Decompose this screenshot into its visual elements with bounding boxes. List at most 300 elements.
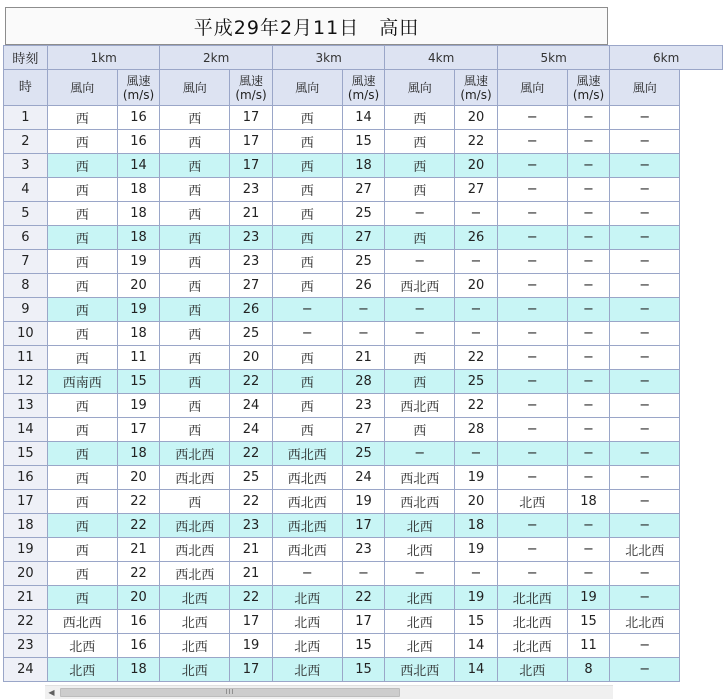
wind-speed-cell: − (567, 250, 610, 274)
wind-direction-cell: 西 (47, 466, 117, 490)
wind-speed-cell: 17 (117, 418, 160, 442)
altitude-header: 2km (160, 46, 273, 70)
wind-direction-cell: 西 (272, 418, 342, 442)
wind-speed-cell: 24 (230, 394, 273, 418)
wind-speed-cell: − (455, 202, 498, 226)
hour-cell: 1 (4, 106, 48, 130)
wind-speed-cell: − (567, 154, 610, 178)
table-row (4, 562, 723, 586)
wind-direction-cell: 北西 (160, 610, 230, 634)
wind-direction-cell: − (497, 202, 567, 226)
speed-unit-label: (m/s) (235, 87, 267, 102)
wind-direction-cell: − (497, 250, 567, 274)
wind-speed-cell: 19 (567, 586, 610, 610)
wind-direction-cell: − (497, 178, 567, 202)
wind-speed-cell: 25 (230, 322, 273, 346)
wind-direction-cell: 西 (160, 202, 230, 226)
wind-speed-cell: 16 (117, 106, 160, 130)
wind-direction-cell: 西 (160, 226, 230, 250)
wind-direction-cell: 西 (272, 274, 342, 298)
wind-direction-cell: − (385, 442, 455, 466)
wind-direction-cell: 西 (160, 298, 230, 322)
wind-direction-cell: − (497, 370, 567, 394)
hour-cell: 2 (4, 130, 48, 154)
wind-direction-cell: − (497, 538, 567, 562)
wind-direction-cell: − (497, 466, 567, 490)
wind-speed-cell: 27 (342, 418, 385, 442)
wind-speed-cell: 19 (117, 250, 160, 274)
wind-direction-cell: 西 (272, 346, 342, 370)
wind-speed-cell: 23 (230, 226, 273, 250)
wind-direction-cell: 西北西 (47, 610, 117, 634)
direction-column-header: 風向 (497, 70, 567, 106)
speed-column-header (342, 70, 385, 106)
wind-speed-cell: − (567, 442, 610, 466)
wind-speed-cell: − (567, 106, 610, 130)
wind-direction-cell: 西北西 (385, 490, 455, 514)
wind-direction-cell: 西 (160, 250, 230, 274)
wind-direction-cell: 西 (47, 394, 117, 418)
wind-direction-cell: 西北西 (385, 394, 455, 418)
wind-speed-cell: 20 (117, 274, 160, 298)
wind-speed-cell: 25 (342, 202, 385, 226)
wind-speed-cell: 18 (455, 514, 498, 538)
wind-direction-cell: 北西 (47, 658, 117, 682)
wind-speed-cell: − (455, 322, 498, 346)
wind-direction-cell: 西 (160, 346, 230, 370)
wind-speed-cell: 16 (117, 130, 160, 154)
speed-column-header (117, 70, 160, 106)
wind-direction-cell: 西 (272, 394, 342, 418)
wind-direction-cell: − (610, 394, 680, 418)
wind-direction-cell: 西 (272, 202, 342, 226)
wind-direction-cell: 北西 (272, 586, 342, 610)
wind-direction-cell: 西 (272, 250, 342, 274)
wind-direction-cell: − (497, 130, 567, 154)
wind-speed-cell: 15 (455, 610, 498, 634)
wind-speed-cell: 17 (230, 130, 273, 154)
wind-direction-cell: 西 (160, 394, 230, 418)
wind-speed-cell: − (567, 130, 610, 154)
wind-direction-cell: 北西 (497, 658, 567, 682)
wind-direction-cell: − (385, 322, 455, 346)
table-row (4, 202, 723, 226)
wind-speed-cell: 19 (455, 466, 498, 490)
wind-direction-cell: 西北西 (160, 466, 230, 490)
wind-speed-cell: 20 (230, 346, 273, 370)
wind-speed-cell: 22 (117, 490, 160, 514)
speed-label: 風速 (126, 73, 151, 88)
speed-label: 風速 (576, 73, 601, 88)
table-row (4, 226, 723, 250)
wind-speed-cell: 18 (117, 442, 160, 466)
hour-cell: 16 (4, 466, 48, 490)
altitude-header: 1km (47, 46, 160, 70)
wind-direction-cell: 西 (160, 106, 230, 130)
wind-speed-cell: 15 (567, 610, 610, 634)
wind-direction-cell: − (272, 298, 342, 322)
hour-cell: 5 (4, 202, 48, 226)
wind-speed-cell: − (455, 250, 498, 274)
wind-direction-cell: 西北西 (272, 538, 342, 562)
wind-speed-cell: 22 (455, 394, 498, 418)
wind-direction-cell: 西北西 (160, 538, 230, 562)
wind-speed-cell: 18 (342, 154, 385, 178)
wind-direction-cell: 西 (47, 442, 117, 466)
wind-speed-cell: 23 (230, 178, 273, 202)
wind-direction-cell: 西 (385, 418, 455, 442)
wind-direction-cell: 西 (272, 154, 342, 178)
wind-speed-cell: 22 (230, 586, 273, 610)
wind-speed-cell: 24 (230, 418, 273, 442)
wind-direction-cell: 西 (385, 226, 455, 250)
wind-direction-cell: 北西 (160, 658, 230, 682)
wind-direction-cell: − (497, 298, 567, 322)
wind-direction-cell: 西 (47, 298, 117, 322)
wind-direction-cell: − (610, 466, 680, 490)
wind-speed-cell: 25 (455, 370, 498, 394)
wind-direction-cell: − (610, 514, 680, 538)
altitude-header: 6km (610, 46, 723, 70)
wind-speed-cell: 18 (567, 490, 610, 514)
wind-direction-cell: − (385, 298, 455, 322)
wind-direction-cell: − (497, 322, 567, 346)
wind-table (3, 45, 723, 682)
wind-direction-cell: − (497, 274, 567, 298)
wind-speed-cell: − (567, 418, 610, 442)
wind-speed-cell: 18 (117, 202, 160, 226)
wind-speed-cell: − (567, 370, 610, 394)
wind-direction-cell: 西北西 (272, 466, 342, 490)
wind-direction-cell: 西 (385, 346, 455, 370)
wind-speed-cell: 22 (117, 514, 160, 538)
wind-direction-cell: − (610, 154, 680, 178)
wind-direction-cell: − (610, 658, 680, 682)
wind-speed-cell: − (567, 538, 610, 562)
page-title: 平成29年2月11日 高田 (5, 7, 608, 45)
wind-speed-cell: 27 (342, 178, 385, 202)
horizontal-scrollbar[interactable] (45, 685, 613, 699)
wind-direction-cell: 西 (385, 106, 455, 130)
scroll-thumb[interactable]: III (60, 688, 400, 697)
wind-speed-cell: 19 (117, 394, 160, 418)
wind-speed-cell: 20 (455, 274, 498, 298)
wind-speed-cell: 14 (455, 658, 498, 682)
wind-direction-cell: 西南西 (47, 370, 117, 394)
wind-direction-cell: 西北西 (272, 490, 342, 514)
wind-direction-cell: − (497, 418, 567, 442)
wind-direction-cell: 西北西 (160, 562, 230, 586)
wind-direction-cell: − (497, 154, 567, 178)
hour-cell: 20 (4, 562, 48, 586)
speed-unit-label: (m/s) (347, 87, 380, 102)
wind-direction-cell: 西 (160, 274, 230, 298)
wind-direction-cell: 西 (272, 178, 342, 202)
wind-direction-cell: 西北西 (160, 442, 230, 466)
wind-speed-cell: − (567, 322, 610, 346)
wind-speed-cell: − (567, 562, 610, 586)
wind-speed-cell: 18 (117, 658, 160, 682)
wind-speed-cell: − (455, 562, 498, 586)
wind-speed-cell: 26 (230, 298, 273, 322)
hour-cell: 17 (4, 490, 48, 514)
wind-speed-cell: 18 (117, 178, 160, 202)
table-row (4, 130, 723, 154)
hour-cell: 9 (4, 298, 48, 322)
hour-cell: 11 (4, 346, 48, 370)
wind-speed-cell: 17 (342, 514, 385, 538)
wind-speed-cell: 23 (230, 514, 273, 538)
wind-speed-cell: 17 (342, 610, 385, 634)
hour-cell: 18 (4, 514, 48, 538)
wind-direction-cell: 西 (47, 418, 117, 442)
wind-speed-cell: 14 (342, 106, 385, 130)
table-row (4, 490, 723, 514)
table-row (4, 418, 723, 442)
speed-unit-label: (m/s) (572, 87, 605, 102)
table-row (4, 466, 723, 490)
wind-speed-cell: 16 (117, 634, 160, 658)
wind-speed-cell: 22 (117, 562, 160, 586)
wind-direction-cell: 北北西 (497, 610, 567, 634)
wind-speed-cell: 20 (117, 586, 160, 610)
table-row (4, 274, 723, 298)
speed-label: 風速 (238, 73, 263, 88)
hour-cell: 19 (4, 538, 48, 562)
hour-cell: 14 (4, 418, 48, 442)
wind-direction-cell: 西 (47, 322, 117, 346)
wind-speed-cell: 22 (342, 586, 385, 610)
wind-speed-cell: 15 (342, 130, 385, 154)
wind-direction-cell: 西北西 (272, 514, 342, 538)
wind-direction-cell: 西 (385, 370, 455, 394)
wind-speed-cell: 21 (230, 202, 273, 226)
wind-speed-cell: 19 (455, 538, 498, 562)
wind-direction-cell: 西北西 (385, 274, 455, 298)
wind-direction-cell: − (385, 250, 455, 274)
table-row (4, 538, 723, 562)
wind-direction-cell: 北西 (272, 658, 342, 682)
wind-speed-cell: 26 (455, 226, 498, 250)
wind-direction-cell: 北西 (385, 610, 455, 634)
wind-direction-cell: 北西 (272, 634, 342, 658)
table-row (4, 346, 723, 370)
table-row (4, 442, 723, 466)
wind-direction-cell: 北西 (272, 610, 342, 634)
wind-direction-cell: − (385, 562, 455, 586)
wind-direction-cell: − (272, 562, 342, 586)
wind-speed-cell: − (342, 298, 385, 322)
wind-direction-cell: − (497, 514, 567, 538)
hour-cell: 4 (4, 178, 48, 202)
wind-direction-cell: 西 (47, 178, 117, 202)
wind-direction-cell: 西 (385, 154, 455, 178)
wind-speed-cell: 19 (117, 298, 160, 322)
wind-direction-cell: 西 (272, 106, 342, 130)
table-row (4, 370, 723, 394)
wind-speed-cell: 19 (455, 586, 498, 610)
wind-direction-cell: 西 (272, 370, 342, 394)
wind-speed-cell: 19 (342, 490, 385, 514)
wind-speed-cell: 17 (230, 106, 273, 130)
wind-direction-cell: − (610, 130, 680, 154)
wind-direction-cell: 北北西 (497, 586, 567, 610)
wind-direction-cell: − (497, 226, 567, 250)
wind-direction-cell: 西 (47, 274, 117, 298)
wind-direction-cell: − (610, 490, 680, 514)
wind-direction-cell: 西 (160, 178, 230, 202)
wind-speed-cell: − (342, 562, 385, 586)
hour-cell: 15 (4, 442, 48, 466)
wind-direction-cell: − (610, 226, 680, 250)
table-row (4, 586, 723, 610)
wind-direction-cell: 北西 (160, 634, 230, 658)
wind-direction-cell: 西 (47, 490, 117, 514)
wind-direction-cell: − (610, 586, 680, 610)
wind-direction-cell: 西 (47, 586, 117, 610)
wind-direction-cell: 北西 (385, 538, 455, 562)
data-window (3, 0, 680, 698)
wind-direction-cell: 北西 (385, 586, 455, 610)
table-row (4, 610, 723, 634)
wind-speed-cell: − (567, 466, 610, 490)
wind-speed-cell: 18 (117, 322, 160, 346)
wind-direction-cell: − (610, 442, 680, 466)
wind-speed-cell: 23 (342, 538, 385, 562)
hour-cell: 10 (4, 322, 48, 346)
wind-direction-cell: − (610, 274, 680, 298)
wind-direction-cell: 北西 (497, 490, 567, 514)
hour-cell: 22 (4, 610, 48, 634)
wind-speed-cell: 17 (230, 658, 273, 682)
hour-cell: 6 (4, 226, 48, 250)
table-row (4, 634, 723, 658)
wind-speed-cell: 20 (117, 466, 160, 490)
wind-direction-cell: − (610, 178, 680, 202)
speed-label: 風速 (351, 73, 376, 88)
hour-cell: 7 (4, 250, 48, 274)
wind-direction-cell: − (610, 370, 680, 394)
wind-direction-cell: 西 (47, 202, 117, 226)
corner-time-label: 時刻 (4, 46, 48, 70)
wind-direction-cell: − (610, 634, 680, 658)
wind-direction-cell: − (610, 346, 680, 370)
wind-direction-cell: 北北西 (610, 538, 680, 562)
wind-direction-cell: 西 (47, 106, 117, 130)
wind-speed-cell: 22 (230, 370, 273, 394)
wind-direction-cell: − (610, 298, 680, 322)
wind-direction-cell: 西 (160, 490, 230, 514)
table-row (4, 178, 723, 202)
wind-direction-cell: 西北西 (160, 514, 230, 538)
direction-column-header: 風向 (160, 70, 230, 106)
wind-speed-cell: 17 (230, 610, 273, 634)
wind-speed-cell: 27 (455, 178, 498, 202)
wind-speed-cell: 21 (230, 538, 273, 562)
altitude-header: 5km (497, 46, 610, 70)
wind-direction-cell: 西北西 (385, 466, 455, 490)
wind-speed-cell: − (567, 178, 610, 202)
scroll-left-arrow-icon[interactable]: ◀ (48, 688, 55, 697)
wind-direction-cell: 西 (160, 322, 230, 346)
wind-speed-cell: 19 (230, 634, 273, 658)
wind-speed-cell: 21 (230, 562, 273, 586)
altitude-header: 4km (385, 46, 498, 70)
wind-direction-cell: − (497, 562, 567, 586)
table-row (4, 154, 723, 178)
wind-direction-cell: 西 (160, 418, 230, 442)
speed-column-header (567, 70, 610, 106)
speed-column-header (455, 70, 498, 106)
wind-direction-cell: 西 (47, 250, 117, 274)
altitude-header-row (4, 46, 723, 70)
wind-speed-cell: 25 (230, 466, 273, 490)
wind-direction-cell: 西 (160, 130, 230, 154)
wind-direction-cell: 西 (272, 226, 342, 250)
wind-speed-cell: 20 (455, 154, 498, 178)
wind-speed-cell: 27 (230, 274, 273, 298)
wind-direction-cell: − (497, 442, 567, 466)
wind-speed-cell: 23 (230, 250, 273, 274)
speed-unit-label: (m/s) (122, 87, 155, 102)
wind-speed-cell: 22 (455, 130, 498, 154)
wind-direction-cell: − (272, 322, 342, 346)
wind-direction-cell: − (385, 202, 455, 226)
wind-speed-cell: 21 (342, 346, 385, 370)
wind-speed-cell: − (567, 346, 610, 370)
wind-speed-cell: 22 (230, 442, 273, 466)
wind-speed-cell: 27 (342, 226, 385, 250)
wind-direction-cell: 西 (272, 130, 342, 154)
table-row (4, 322, 723, 346)
wind-speed-cell: 24 (342, 466, 385, 490)
wind-direction-cell: − (497, 394, 567, 418)
wind-direction-cell: 西北西 (272, 442, 342, 466)
hour-cell: 8 (4, 274, 48, 298)
hour-cell: 13 (4, 394, 48, 418)
direction-column-header: 風向 (385, 70, 455, 106)
wind-speed-cell: − (567, 274, 610, 298)
wind-direction-cell: 西 (47, 538, 117, 562)
wind-speed-cell: 15 (342, 634, 385, 658)
wind-speed-cell: − (567, 514, 610, 538)
wind-speed-cell: − (567, 202, 610, 226)
table-row (4, 250, 723, 274)
wind-direction-cell: 北西 (47, 634, 117, 658)
wind-direction-cell: 西 (47, 562, 117, 586)
wind-speed-cell: − (455, 442, 498, 466)
hour-cell: 3 (4, 154, 48, 178)
wind-direction-cell: − (497, 346, 567, 370)
wind-speed-cell: 16 (117, 610, 160, 634)
wind-direction-cell: − (610, 202, 680, 226)
wind-direction-cell: − (610, 418, 680, 442)
wind-direction-cell: 西 (385, 178, 455, 202)
wind-direction-cell: 西 (47, 346, 117, 370)
wind-direction-cell: 西 (47, 226, 117, 250)
wind-speed-cell: 20 (455, 490, 498, 514)
wind-direction-cell: 西 (385, 130, 455, 154)
wind-speed-cell: 11 (117, 346, 160, 370)
wind-speed-cell: 17 (230, 154, 273, 178)
wind-speed-cell: 14 (455, 634, 498, 658)
wind-speed-cell: 25 (342, 442, 385, 466)
wind-direction-cell: 西 (47, 514, 117, 538)
wind-speed-cell: 28 (342, 370, 385, 394)
wind-speed-cell: − (455, 298, 498, 322)
wind-speed-cell: 25 (342, 250, 385, 274)
direction-column-header: 風向 (272, 70, 342, 106)
